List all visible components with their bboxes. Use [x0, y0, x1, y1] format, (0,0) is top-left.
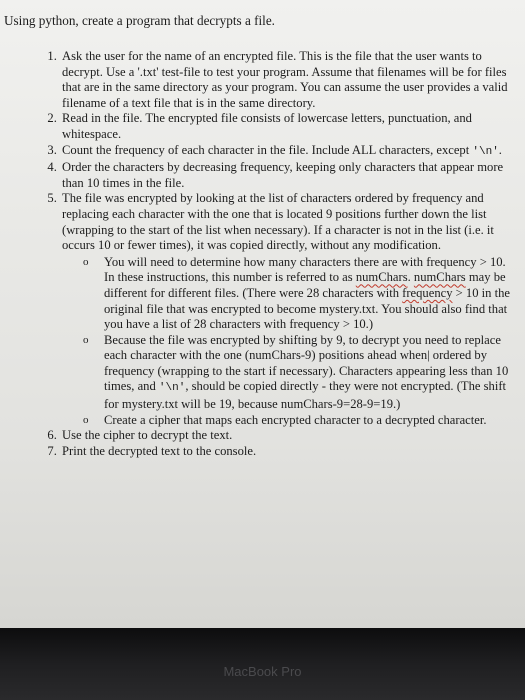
- sub-list: [62, 255, 515, 429]
- sub-1-text-c: may be different for different files. (There were 28 characters with: [104, 270, 506, 300]
- step-3-end: .: [498, 142, 502, 157]
- sub-item-1: [83, 254, 515, 333]
- step-6-text: Use the cipher to decrypt the text.: [62, 428, 233, 443]
- sub-item-2: [83, 332, 515, 413]
- sub-2-text-b: , should be copied directly - they were not encrypted. (The shift for mystery.txt will be 19, because numChars-9=28-9=19.): [104, 379, 507, 412]
- step-5-text: The file was encrypted by looking at the list of characters ordered by frequency and replacing each character with the one that is located 9 positions further down the list (wrapping to the start of the list when necessary). If a character is not in the list (i.e. it occurs 10 or fewer times), it was copied directly, without any modification.: [62, 191, 494, 253]
- newline-code-2: '\n': [158, 382, 186, 395]
- sub-1-text-b: .: [407, 270, 411, 285]
- instruction-list: [4, 49, 515, 459]
- sub-1-text-d: > 10 in the original file that was encrypted to become mystery.txt. You should also find that you have a list of 28 characters with frequency > 10.): [104, 285, 510, 332]
- list-item: [60, 428, 515, 444]
- sub-item-3: [83, 412, 515, 429]
- bezel-label: MacBook Pro: [223, 664, 302, 679]
- step-7-text: Print the decrypted text to the console.: [62, 443, 257, 458]
- list-item: [60, 160, 515, 191]
- step-1-text: Ask the user for the name of an encrypted file. This is the file that the user wants to decrypt. Use a '.txt' test-file to test your program. Assume that filenames will be for files that are in the same directory as your program. You can assume the user provides a valid filename of a text file that is in the same directory.: [62, 49, 508, 110]
- sub-2-text-a: Because the file was encrypted by shifting by 9, to decrypt you need to replace each character with the one (numChars-9) positions ahead when| ordered by frequency (wrapping to the start if necessary). Characters appearing less than 10 times, and: [104, 332, 509, 394]
- list-item: [60, 191, 515, 428]
- bullet-icon: o: [83, 413, 89, 426]
- bullet-icon: o: [83, 255, 89, 268]
- sub-3-text: Create a cipher that maps each encrypted character to a decrypted character.: [104, 412, 487, 427]
- sub-1-text-a: You will need to determine how many characters there are with frequency > 10. In these instructions, this number is referred to as: [104, 254, 506, 285]
- numchars-term-2: numChars: [413, 270, 466, 285]
- document-heading: Using python, create a program that decrypts a file.: [4, 13, 275, 28]
- list-item: [60, 111, 515, 142]
- newline-code: '\n': [472, 145, 499, 158]
- frequency-term: frequency: [402, 285, 453, 300]
- list-item: [60, 143, 515, 161]
- list-item: [60, 49, 515, 111]
- step-2-text: Read in the file. The encrypted file consists of lowercase letters, punctuation, and whitespace.: [62, 111, 472, 141]
- list-item: [60, 444, 515, 460]
- numchars-term: numChars: [355, 270, 408, 285]
- step-4-text: Order the characters by decreasing frequency, keeping only characters that appear more than 10 times in the file.: [62, 160, 504, 190]
- step-3-text: Count the frequency of each character in the file. Include ALL characters, except: [62, 142, 470, 157]
- bullet-icon: o: [83, 333, 89, 346]
